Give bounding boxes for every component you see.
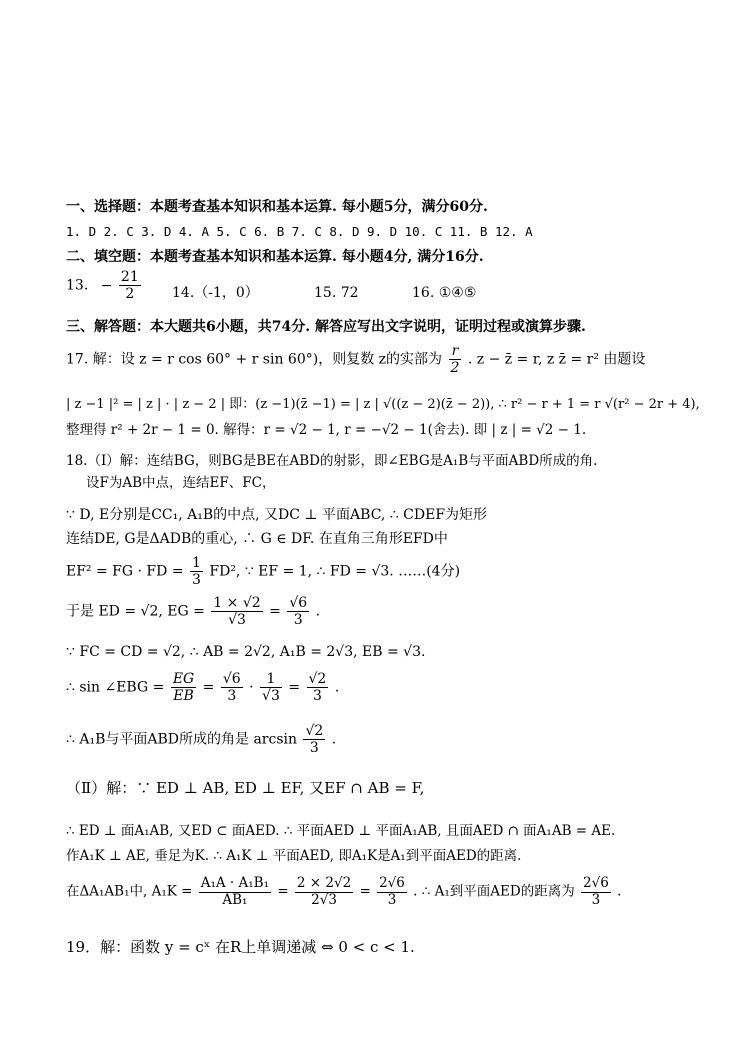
- q18-l8-end: .: [334, 679, 340, 696]
- q17-text-a: 17. 解：设 z = r cos 60° + r sin 60°)，则复数 z的实部为: [66, 351, 443, 368]
- q18-l13-f2-num: 2 × 2√2: [296, 875, 352, 891]
- q13-fraction: [119, 270, 141, 301]
- q18-l9-frac: [303, 724, 325, 755]
- q18-l13-a: 在ΔA₁AB₁中, A₁K =: [66, 883, 193, 900]
- q18-l9-num: √2: [305, 723, 324, 739]
- q18-line-11: ∴ ED ⊥ 面A₁AB, 又ED ⊂ 面AED. ∴ 平面AED ⊥ 平面A₁AB, 且面AED ∩ 面A₁AB = AE.: [66, 823, 616, 839]
- fill-in-answers-row: [66, 270, 143, 301]
- q18-l13-frac3: [377, 877, 407, 907]
- q18-l8-eq: =: [202, 679, 215, 696]
- q18-l13-eq2: =: [359, 883, 371, 900]
- q18-l13-f3-den: 3: [387, 891, 397, 908]
- q18-l6-a: 于是 ED = √2, EG =: [66, 603, 205, 620]
- q16-answer: 16. ①④⑤: [412, 285, 477, 301]
- q18-l8-f1-den: EB: [173, 688, 194, 704]
- q18-l6-f1-den: √3: [228, 612, 246, 628]
- q13-sign: −: [100, 277, 113, 294]
- q18-l6-f2-den: 3: [293, 612, 303, 628]
- q18-l8-frac1: [171, 672, 196, 703]
- q18-l5-den: 3: [192, 572, 201, 588]
- q18-l5-frac: [190, 556, 203, 587]
- q18-l9-end: .: [331, 731, 337, 748]
- q18-l13-f4-num: 2√6: [583, 875, 609, 891]
- q15-answer: 15. 72: [314, 285, 359, 301]
- q18-l8-f4-den: 3: [312, 688, 322, 704]
- q18-l13-frac2: [295, 877, 353, 907]
- q18-l13-frac4: [581, 877, 611, 907]
- q18-l5-num: 1: [192, 555, 201, 571]
- q18-l6-f1-num: 1 × √2: [213, 595, 261, 611]
- q18-l13-f1-num: A₁A · A₁B₁: [200, 875, 270, 891]
- q18-line-8: [66, 672, 339, 703]
- section-1-heading: 一、选择题：本题考查基本知识和基本运算. 每小题5分，满分60分.: [66, 199, 488, 215]
- q18-line-5: [66, 556, 460, 587]
- q18-l13-end: .: [617, 883, 622, 900]
- q18-l6-eq: =: [269, 603, 281, 620]
- q14-answer: 14.（-1，0）: [172, 285, 259, 301]
- section-1-answers: 1. D 2. C 3. D 4. A 5. C 6. B 7. C 8. D 9. D 10. C 11. B 12. A: [66, 224, 533, 239]
- q18-l13-f3-num: 2√6: [379, 875, 405, 891]
- q18-line-2: 设F为AB中点，连结EF、FC，: [86, 475, 276, 491]
- q18-l9-den: 3: [309, 740, 319, 756]
- q17-line-3: 整理得 r² + 2r − 1 = 0. 解得：r = √2 − 1, r = −√2 − 1(舍去). 即 | z | = √2 − 1.: [66, 422, 587, 438]
- q18-l6-frac1: [211, 596, 262, 627]
- q18-line-1: 18.（Ⅰ）解：连结BG，则BG是BE在ABD的射影，即∠EBG是A₁B与平面ABD所成的角.: [66, 453, 598, 469]
- q18-line-9: [66, 724, 336, 755]
- q18-line-13: [66, 877, 621, 907]
- q13-numerator: 21: [120, 269, 139, 285]
- q17-line-1: [66, 344, 645, 375]
- q17-fraction: [449, 344, 462, 375]
- q19-line-1: 19．解：函数 y = cˣ 在R上单调递减 ⇔ 0 < c < 1.: [66, 938, 415, 956]
- q18-l6-frac2: [287, 596, 309, 627]
- q18-l6-f2-num: √6: [289, 595, 308, 611]
- q17-frac-num: r: [449, 344, 462, 360]
- section-2-heading: 二、填空题：本题考查基本知识和基本运算. 每小题4分, 满分16分.: [66, 249, 484, 265]
- q18-l5-b: FD², ∵ EF = 1, ∴ FD = √3. ……(4分): [209, 563, 461, 580]
- q18-l8-frac3: [260, 672, 282, 703]
- q18-l8-f1-num: EG: [172, 671, 195, 687]
- q18-l8-f4-num: √2: [308, 671, 327, 687]
- q17-line-2: | z −1 |² = | z | · | z − 2 | 即：(z −1)(z̄ −1) = | z | √((z − 2)(z̄ − 2)), ∴ r² − r + 1 = r √(r² − 2r + 4),: [66, 397, 700, 412]
- q18-l8-f3-num: 1: [260, 672, 282, 688]
- q18-l13-f2-den: 2√3: [311, 891, 337, 908]
- q18-l13-b: . ∴ A₁到平面AED的距离为: [413, 883, 575, 900]
- q18-l13-eq: =: [277, 883, 289, 900]
- q18-line-4: 连结DE, G是ΔADB的重心, ∴ G ∈ DF. 在直角三角形EFD中: [66, 531, 448, 547]
- section-3-heading: 三、解答题：本大题共6小题，共74分. 解答应写出文字说明，证明过程或演算步骤.: [66, 319, 586, 335]
- q18-l8-frac4: [307, 672, 329, 703]
- q18-l8-f3-den: √3: [262, 688, 280, 704]
- q18-l5-a: EF² = FG · FD =: [66, 563, 184, 580]
- q18-l8-f2-num: √6: [222, 671, 241, 687]
- q18-line-6: [66, 596, 320, 627]
- q18-line-3: ∵ D, E分别是CC₁, A₁B的中点, 又DC ⊥ 平面ABC, ∴ CDEF为矩形: [66, 507, 488, 523]
- q18-l8-eq2: =: [288, 679, 301, 696]
- q18-l13-frac1: [199, 877, 271, 907]
- q18-l8-frac2: [221, 672, 243, 703]
- q17-text-b: . z − z̄ = r, z z̄ = r² 由题设: [467, 351, 646, 368]
- q13-label: 13.: [66, 277, 89, 294]
- q18-line-10: （Ⅱ）解：∵ ED ⊥ AB, ED ⊥ EF, 又EF ∩ AB = F,: [66, 779, 425, 797]
- q18-l8-a: ∴ sin ∠EBG =: [66, 679, 165, 696]
- q18-line-12: 作A₁K ⊥ AE, 垂足为K. ∴ A₁K ⊥ 平面AED, 即A₁K是A₁到平面AED的距离.: [66, 848, 522, 864]
- q18-l13-f4-den: 3: [591, 891, 601, 908]
- q18-l6-end: .: [315, 603, 321, 620]
- q17-frac-den: 2: [450, 360, 460, 376]
- q13-denominator: 2: [125, 286, 135, 302]
- q18-l13-f1-den: AB₁: [222, 891, 248, 908]
- q18-l9-a: ∴ A₁B与平面ABD所成的角是 arcsin: [66, 731, 297, 748]
- q18-l8-f2-den: 3: [227, 688, 237, 704]
- q18-line-7: ∵ FC = CD = √2, ∴ AB = 2√2, A₁B = 2√3, EB = √3.: [66, 644, 426, 660]
- q18-l8-dot: ·: [249, 679, 254, 696]
